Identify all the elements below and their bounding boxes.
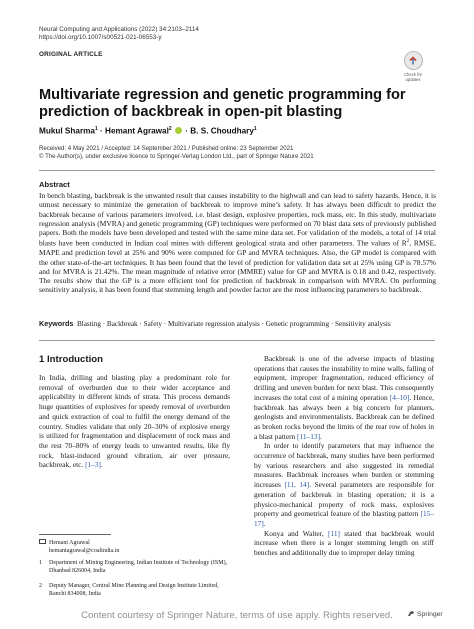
footnote-divider xyxy=(39,534,111,535)
author-affiliation-sup: 1 xyxy=(94,126,98,132)
check-updates-icon xyxy=(404,51,423,70)
check-for-updates-button[interactable] xyxy=(396,51,430,82)
author-separator: · xyxy=(97,126,106,136)
paper-title: Multivariate regression and genetic programming for prediction of backbreak in open-pit blasting xyxy=(39,87,406,120)
paragraph xyxy=(254,354,434,441)
check-updates-label-2: updates xyxy=(405,77,421,82)
footnote-number: 2 xyxy=(39,583,42,589)
paragraph xyxy=(254,529,434,558)
corresponding-author xyxy=(39,539,234,555)
copyright-line: © The Author(s), under exclusive licence to Springer-Verlag London Ltd., part of Springer Nature 2021 xyxy=(39,153,314,161)
publication-dates xyxy=(39,145,314,162)
keywords xyxy=(39,319,439,329)
footnote-number: 1 xyxy=(39,560,42,566)
keywords-list: Blasting · Backbreak · Safety · Multivariate regression analysis · Genetic programming · Sensitivity analysis xyxy=(76,320,391,328)
citation-link[interactable]: [11–13] xyxy=(297,431,321,441)
paragraph-text: . xyxy=(101,460,103,470)
author-name[interactable]: Mukul Sharma xyxy=(39,126,95,136)
journal-name-line: Neural Computing and Applications (2022) 34:2103–2114 xyxy=(39,26,199,33)
abstract-superscript: 2 xyxy=(406,239,410,245)
courtesy-watermark: Content courtesy of Springer Nature, terms of use apply. Rights reserved. xyxy=(81,610,393,621)
affiliation-text: Department of Mining Engineering, Indian Institute of Technology (ISM), Dhanbad 826004, India xyxy=(49,560,228,574)
abstract-text-part1: In bench blasting, backbreak is the unwanted result that causes instability to the highwall and can lead to safety hazards. Hence, it is utmost necessary to minimize the generation of backbreak to improve mine’s safety. It has always been difficult to predict the backbreak because of various parameters involved, i.e. blast design, explosive properties, rock mass, etc. In this study, multivariate regression analysis (MVRA) and genetic programming (GP) techniques were performed on 70 blast data sets of previously published papers. Both the models have been developed and tested with the same mine data set. For validation of the models, a total of 14 trial blasts have been conducted in Indian coal mines with different geological strata and other parameters. The values of R xyxy=(39,191,436,248)
paragraph-text: . Several parameters are responsible for generation of backbreak in blasting operation; it is a physico-mechanical property of rock mass, explosives property and geometrical feature of the blasting pattern xyxy=(254,480,434,519)
doi-link[interactable]: https://doi.org/10.1007/s00521-021-06553-y xyxy=(39,34,162,41)
affiliation-footnote xyxy=(39,560,234,575)
left-column xyxy=(39,373,230,470)
paragraph-text: Konya and Walter, xyxy=(264,528,328,538)
author-list xyxy=(39,126,257,136)
history-dates: Received: 4 May 2021 / Accepted: 14 September 2021 / Published online: 23 September 2021 xyxy=(39,145,294,152)
orcid-icon[interactable] xyxy=(175,127,182,134)
affiliation-text: Deputy Manager, Central Mine Planning and Design Institute Limited, Ranchi 834008, India xyxy=(49,583,219,597)
citation-link[interactable]: [11] xyxy=(328,528,340,538)
keywords-label: Keywords xyxy=(39,319,74,328)
divider xyxy=(39,340,435,341)
author-affiliation-sup: 1 xyxy=(253,126,257,132)
journal-citation xyxy=(39,26,199,42)
right-column xyxy=(254,354,434,558)
paragraph-text: stated that backbreak would increase when there is a longer stemming length on stiff benches and additionally due to improper delay timing xyxy=(254,528,434,558)
publisher-name: Springer xyxy=(417,611,443,618)
author-name[interactable]: B. S. Choudhary xyxy=(190,126,254,136)
author-affiliation-sup: 2 xyxy=(168,126,172,132)
citation-link[interactable]: [15–17] xyxy=(254,509,434,528)
paragraph-text: In order to identify parameters that may influence the occurrence of backbreak, many studies have been performed by various researchers and also suggested its remedial measures. Backbreak increases when burden or stemming increases xyxy=(254,441,434,490)
citation-link[interactable]: [4–10] xyxy=(389,392,410,402)
citation-link[interactable]: [1–3] xyxy=(85,460,101,470)
divider xyxy=(39,170,435,171)
paragraph-text: In India, drilling and blasting play a predominant role for removal of overburden due to their wider acceptance and applicability in different kinds of strata. This process demands huge quantities of explosives for speedy removal of overburden and quick extraction of coal to fulfil the energy demand of the country. Studies validate that only 20–30% of explosive energy is utilized for fragmentation and displacement of rock mass and the rest 70–80% of energy leads to unwanted results, like fly rock, blast-induced ground vibration, air over pressure, backbreak, etc. xyxy=(39,373,230,470)
abstract-text xyxy=(39,191,436,295)
paragraph-text: . xyxy=(320,431,322,441)
check-updates-label xyxy=(396,72,430,82)
envelope-icon xyxy=(39,539,46,544)
paragraph-text: . xyxy=(263,518,266,528)
paragraph-text: . Hence, backbreak has always been a big concern for planners, geologists and environmentalists. Backbreak can be defined as broken rocks beyond the limits of the rear row of holes in a blast pattern xyxy=(254,392,435,441)
citation-link[interactable]: [11, 14] xyxy=(284,480,310,490)
paragraph-text: Backbreak is one of the adverse impacts of blasting operations that causes the instability to mine walls, falling of equipment, improper fragmentation, reduced efficiency of drilling and uneven burden for next blast. This consequently increases the total cost of a mining operation xyxy=(254,354,434,402)
abstract-text-part2: , RMSE, MAPE and prediction level at 25% and 90% were computed for GP and MVRA techniques. Also, the GP model is compared with the other state-of-the-art techniques. It has been found that the level of prediction for validation data set at 25% using GP is 78.57% and for MVRA is 21.42%. The mean magnitude of relative error (MMRE) value for GP and MVRA is 0.18 and 0.42, respectively. The results show that the GP is a more efficient tool for prediction of backbreak in comparison with MVRA. On performing sensitivity analysis, it has been found that stemming length and powder factor are the most influencing parameters to backbreak. xyxy=(39,238,436,295)
author-separator: · xyxy=(182,126,191,136)
author-name[interactable]: Hemant Agrawal xyxy=(105,126,169,136)
affiliation-footnote xyxy=(39,583,234,598)
paragraph xyxy=(39,373,230,470)
section-heading-introduction: 1 Introduction xyxy=(39,354,103,365)
paragraph xyxy=(254,441,434,528)
check-updates-label-1: Check for xyxy=(404,72,422,77)
abstract-heading: Abstract xyxy=(39,180,70,189)
corresponding-author-name: Hemant Agrawal xyxy=(49,540,90,546)
corresponding-author-email[interactable]: hemantagrawal@coalindia.in xyxy=(49,547,120,554)
article-type-badge: ORIGINAL ARTICLE xyxy=(39,51,103,58)
